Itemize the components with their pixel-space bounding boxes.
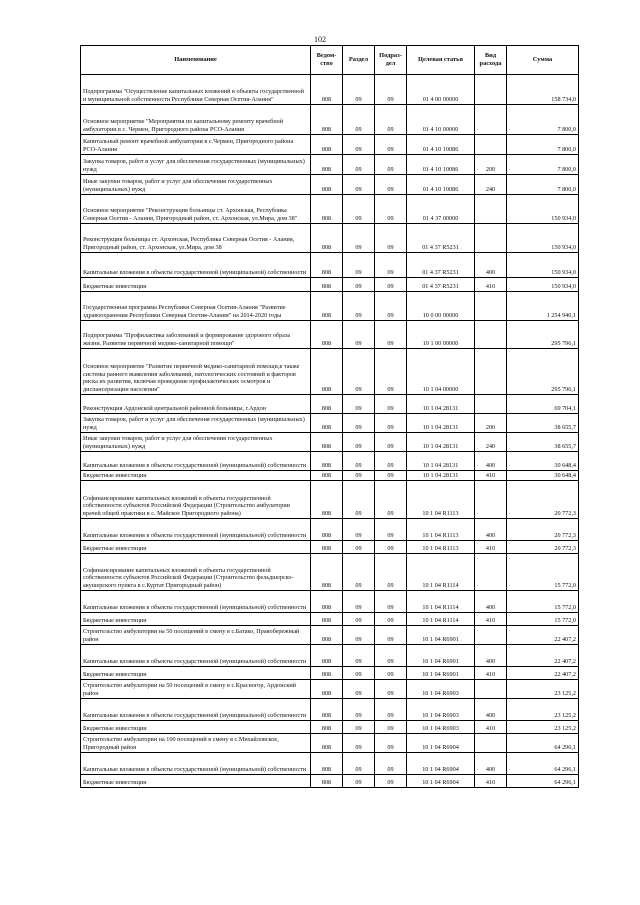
cell-name: Закупка товаров, работ и услуг для обеспечения государственных (муниципальных) нужд — [81, 155, 311, 175]
cell-razdel: 09 — [343, 433, 375, 452]
cell-name: Бюджетные инвестиции — [81, 471, 311, 481]
cell-target: 10 1 04 R6904 — [407, 775, 475, 788]
cell-target: 01 4 37 00000 — [407, 195, 475, 224]
cell-target: 10 1 04 28131 — [407, 433, 475, 452]
cell-vedomstvo: 808 — [311, 667, 343, 680]
cell-vid: 410 — [475, 667, 507, 680]
cell-podrazdel: 09 — [375, 541, 407, 554]
cell-sum: 7 800,0 — [507, 105, 579, 135]
cell-sum: 64 296,1 — [507, 734, 579, 753]
table-row — [81, 195, 579, 224]
cell-vedomstvo: 808 — [311, 321, 343, 349]
cell-razdel: 09 — [343, 753, 375, 775]
header-vid: Вид расхода — [475, 46, 507, 75]
cell-vid: 240 — [475, 433, 507, 452]
cell-name: Капитальные вложения в объекты государственной (муниципальной) собственности — [81, 753, 311, 775]
cell-vedomstvo: 808 — [311, 224, 343, 253]
cell-vid: 400 — [475, 645, 507, 667]
cell-razdel: 09 — [343, 155, 375, 175]
cell-target: 10 1 04 R1113 — [407, 481, 475, 519]
cell-vid: 410 — [475, 775, 507, 788]
cell-sum: 38 655,7 — [507, 414, 579, 433]
cell-vid — [475, 349, 507, 395]
cell-razdel: 09 — [343, 175, 375, 195]
cell-vedomstvo: 808 — [311, 105, 343, 135]
cell-vid: 400 — [475, 253, 507, 278]
cell-podrazdel: 09 — [375, 471, 407, 481]
cell-razdel: 09 — [343, 135, 375, 155]
cell-podrazdel: 09 — [375, 452, 407, 471]
table-row — [81, 680, 579, 699]
cell-sum: 15 772,0 — [507, 554, 579, 591]
table-row — [81, 699, 579, 721]
cell-sum: 22 407,2 — [507, 626, 579, 645]
cell-podrazdel: 09 — [375, 155, 407, 175]
table-row — [81, 554, 579, 591]
table-row — [81, 433, 579, 452]
cell-vedomstvo: 808 — [311, 481, 343, 519]
table-row — [81, 175, 579, 195]
cell-name: Бюджетные инвестиции — [81, 613, 311, 626]
cell-razdel: 09 — [343, 645, 375, 667]
cell-vedomstvo: 808 — [311, 680, 343, 699]
cell-vid: 400 — [475, 699, 507, 721]
cell-vedomstvo: 808 — [311, 452, 343, 471]
cell-podrazdel: 09 — [375, 292, 407, 321]
cell-podrazdel: 09 — [375, 680, 407, 699]
header-sum: Сумма — [507, 46, 579, 75]
table-row — [81, 645, 579, 667]
cell-vid — [475, 75, 507, 105]
cell-target: 10 1 00 00000 — [407, 321, 475, 349]
cell-name: Софинансирование капитальных вложений в объекты государственной собственности субъектов Российской Федерации (Строительство амбулатории врачей общей практики в с. Майское Пригородного района) — [81, 481, 311, 519]
cell-target: 10 1 04 R6901 — [407, 667, 475, 680]
cell-name: Софинансирование капитальных вложений в объекты государственной собственности субъектов Российской Федерации (Строительство фельдшерско-акушерского пункта в с.Куртат Пригородный район) — [81, 554, 311, 591]
header-podrazdel: Подраз-дел — [375, 46, 407, 75]
cell-vedomstvo: 808 — [311, 433, 343, 452]
cell-vid — [475, 195, 507, 224]
cell-podrazdel: 09 — [375, 278, 407, 292]
cell-vid — [475, 321, 507, 349]
cell-razdel: 09 — [343, 541, 375, 554]
cell-sum: 1 254 940,1 — [507, 292, 579, 321]
table-row — [81, 155, 579, 175]
table-row — [81, 135, 579, 155]
cell-target: 10 1 04 R1114 — [407, 591, 475, 613]
cell-sum: 158 734,0 — [507, 75, 579, 105]
cell-razdel: 09 — [343, 253, 375, 278]
cell-vid: 200 — [475, 414, 507, 433]
cell-vid: 410 — [475, 613, 507, 626]
cell-vid — [475, 481, 507, 519]
cell-target: 01 4 37 R5231 — [407, 253, 475, 278]
cell-vid: 400 — [475, 519, 507, 541]
cell-razdel: 09 — [343, 471, 375, 481]
cell-name: Подпрограмма "Профилактика заболеваний и формирование здорового образа жизни. Развитие первичной медико-санитарной помощи" — [81, 321, 311, 349]
cell-target: 10 1 04 28131 — [407, 395, 475, 414]
cell-target: 10 1 04 28131 — [407, 414, 475, 433]
cell-target: 10 1 04 R1113 — [407, 519, 475, 541]
cell-sum: 23 125,2 — [507, 721, 579, 734]
cell-sum: 15 772,0 — [507, 591, 579, 613]
cell-vedomstvo: 808 — [311, 471, 343, 481]
cell-podrazdel: 09 — [375, 734, 407, 753]
cell-name: Капитальные вложения в объекты государственной (муниципальной) собственности — [81, 519, 311, 541]
cell-target: 01 4 37 R5231 — [407, 224, 475, 253]
table-row — [81, 349, 579, 395]
cell-target: 01 4 10 10086 — [407, 175, 475, 195]
cell-name: Основное мероприятие "Развитие первичной медико-санитарной помощи,в также системы раннего выявления заболеваний, патологических состояний и факторов риска их развития, включая проведение профилактических осмотров и диспансеризации населения" — [81, 349, 311, 395]
cell-razdel: 09 — [343, 734, 375, 753]
cell-name: Бюджетные инвестиции — [81, 667, 311, 680]
table-row — [81, 395, 579, 414]
table-row — [81, 667, 579, 680]
cell-vedomstvo: 808 — [311, 645, 343, 667]
cell-sum: 22 407,2 — [507, 645, 579, 667]
header-razdel: Раздел — [343, 46, 375, 75]
page-number: 102 — [314, 35, 326, 44]
cell-podrazdel: 09 — [375, 135, 407, 155]
cell-vedomstvo: 808 — [311, 155, 343, 175]
cell-razdel: 09 — [343, 680, 375, 699]
cell-name: Иные закупки товаров, работ и услуг для обеспечения государственных (муниципальных) нужд — [81, 175, 311, 195]
cell-name: Капитальный ремонт врачебной амбулатории в с.Чермен, Пригородного района РСО-Алания — [81, 135, 311, 155]
cell-podrazdel: 09 — [375, 433, 407, 452]
cell-razdel: 09 — [343, 721, 375, 734]
cell-vedomstvo: 808 — [311, 519, 343, 541]
cell-target: 10 0 00 00000 — [407, 292, 475, 321]
cell-sum: 20 772,3 — [507, 519, 579, 541]
cell-name: Бюджетные инвестиции — [81, 541, 311, 554]
cell-vedomstvo: 808 — [311, 135, 343, 155]
cell-vid — [475, 626, 507, 645]
cell-sum: 150 934,0 — [507, 253, 579, 278]
cell-target: 10 1 04 R1114 — [407, 554, 475, 591]
cell-razdel: 09 — [343, 292, 375, 321]
cell-sum: 7 800,0 — [507, 155, 579, 175]
cell-razdel: 09 — [343, 626, 375, 645]
cell-razdel: 09 — [343, 349, 375, 395]
cell-razdel: 09 — [343, 481, 375, 519]
cell-vedomstvo: 808 — [311, 775, 343, 788]
cell-sum: 295 796,1 — [507, 321, 579, 349]
cell-target: 10 1 04 R6903 — [407, 721, 475, 734]
budget-table — [80, 45, 579, 788]
cell-target: 01 4 37 R5231 — [407, 278, 475, 292]
table-row — [81, 753, 579, 775]
cell-vid — [475, 734, 507, 753]
cell-vedomstvo: 808 — [311, 253, 343, 278]
cell-sum: 69 704,1 — [507, 395, 579, 414]
table-row — [81, 721, 579, 734]
cell-vid: 200 — [475, 155, 507, 175]
cell-name: Капитальные вложения в объекты государственной (муниципальной) собственности — [81, 452, 311, 471]
cell-sum: 7 800,0 — [507, 175, 579, 195]
cell-vid: 400 — [475, 591, 507, 613]
table-row — [81, 541, 579, 554]
cell-vid: 410 — [475, 471, 507, 481]
cell-vedomstvo: 808 — [311, 175, 343, 195]
cell-podrazdel: 09 — [375, 253, 407, 278]
cell-vedomstvo: 808 — [311, 292, 343, 321]
cell-name: Реконструкция Ардонской центральной районной больницы, г.Ардон — [81, 395, 311, 414]
cell-name: Строительство амбулатории на 50 посещений в смену в с.Красногор, Ардонский район — [81, 680, 311, 699]
header-vedomstvo: Ведом-ство — [311, 46, 343, 75]
cell-sum: 23 125,2 — [507, 680, 579, 699]
cell-vedomstvo: 808 — [311, 613, 343, 626]
table-row — [81, 224, 579, 253]
table-row — [81, 481, 579, 519]
table-row — [81, 734, 579, 753]
cell-name: Основное мероприятие "Мероприятия по капитальному ремонту врачебной амбулатории в с. Чермен, Пригородного района РСО-Алания — [81, 105, 311, 135]
cell-sum: 64 296,1 — [507, 775, 579, 788]
cell-podrazdel: 09 — [375, 321, 407, 349]
cell-vedomstvo: 808 — [311, 541, 343, 554]
cell-podrazdel: 09 — [375, 224, 407, 253]
table-row — [81, 775, 579, 788]
cell-name: Капитальные вложения в объекты государственной (муниципальной) собственности — [81, 253, 311, 278]
cell-sum: 22 407,2 — [507, 667, 579, 680]
cell-target: 10 1 04 R1114 — [407, 613, 475, 626]
cell-name: Бюджетные инвестиции — [81, 721, 311, 734]
cell-vedomstvo: 808 — [311, 626, 343, 645]
table-row — [81, 519, 579, 541]
cell-razdel: 09 — [343, 75, 375, 105]
cell-name: Бюджетные инвестиции — [81, 775, 311, 788]
cell-podrazdel: 09 — [375, 349, 407, 395]
cell-razdel: 09 — [343, 195, 375, 224]
table-row — [81, 292, 579, 321]
cell-podrazdel: 09 — [375, 395, 407, 414]
cell-podrazdel: 09 — [375, 775, 407, 788]
table-row — [81, 613, 579, 626]
cell-name: Закупка товаров, работ и услуг для обеспечения государственных (муниципальных) нужд — [81, 414, 311, 433]
cell-sum: 295 796,1 — [507, 349, 579, 395]
cell-name: Капитальные вложения в объекты государственной (муниципальной) собственности — [81, 699, 311, 721]
cell-razdel: 09 — [343, 591, 375, 613]
cell-name: Реконструкция больницы ст. Архонская, Республика Северная Осетия - Алания, Пригородный район, ст. Архонская, ул.Мира, дом 38 — [81, 224, 311, 253]
cell-podrazdel: 09 — [375, 699, 407, 721]
cell-razdel: 09 — [343, 278, 375, 292]
cell-target: 10 1 04 R6903 — [407, 699, 475, 721]
cell-sum: 23 125,2 — [507, 699, 579, 721]
cell-name: Строительство амбулатории на 100 посещений в смену в с.Михайловское, Пригородный район — [81, 734, 311, 753]
cell-vedomstvo: 808 — [311, 734, 343, 753]
cell-razdel: 09 — [343, 667, 375, 680]
cell-vid: 410 — [475, 278, 507, 292]
cell-vedomstvo: 808 — [311, 699, 343, 721]
table-row — [81, 452, 579, 471]
cell-target: 10 1 04 28131 — [407, 452, 475, 471]
cell-target: 10 1 04 R1113 — [407, 541, 475, 554]
cell-podrazdel: 09 — [375, 75, 407, 105]
cell-sum: 64 296,1 — [507, 753, 579, 775]
table-row — [81, 626, 579, 645]
table-row — [81, 278, 579, 292]
cell-sum: 7 800,0 — [507, 135, 579, 155]
cell-name: Бюджетные инвестиции — [81, 278, 311, 292]
cell-vid — [475, 105, 507, 135]
cell-target: 10 1 04 28131 — [407, 471, 475, 481]
cell-name: Иные закупки товаров, работ и услуг для обеспечения государственных (муниципальных) нужд — [81, 433, 311, 452]
cell-vedomstvo: 808 — [311, 414, 343, 433]
cell-podrazdel: 09 — [375, 626, 407, 645]
table-row — [81, 321, 579, 349]
cell-vedomstvo: 808 — [311, 554, 343, 591]
cell-razdel: 09 — [343, 613, 375, 626]
cell-razdel: 09 — [343, 224, 375, 253]
cell-vedomstvo: 808 — [311, 195, 343, 224]
cell-podrazdel: 09 — [375, 519, 407, 541]
cell-podrazdel: 09 — [375, 721, 407, 734]
header-name: Наименование — [81, 46, 311, 75]
cell-vedomstvo: 808 — [311, 721, 343, 734]
cell-razdel: 09 — [343, 321, 375, 349]
cell-sum: 30 648,4 — [507, 471, 579, 481]
cell-razdel: 09 — [343, 519, 375, 541]
cell-vid: 410 — [475, 721, 507, 734]
cell-name: Капитальные вложения в объекты государственной (муниципальной) собственности — [81, 591, 311, 613]
cell-name: Основное мероприятие "Реконструкция больницы ст. Архонская, Республика Северная Осетия - Алания, Пригородный район, ст. Архонская, ул.Мира, дом 38" — [81, 195, 311, 224]
cell-podrazdel: 09 — [375, 753, 407, 775]
cell-razdel: 09 — [343, 414, 375, 433]
cell-podrazdel: 09 — [375, 414, 407, 433]
cell-vedomstvo: 808 — [311, 591, 343, 613]
cell-target: 10 1 04 R6904 — [407, 753, 475, 775]
cell-sum: 30 648,4 — [507, 452, 579, 471]
cell-name: Строительство амбулатории на 50 посещений в смену в с.Батако, Правобережный район — [81, 626, 311, 645]
cell-podrazdel: 09 — [375, 105, 407, 135]
cell-vedomstvo: 808 — [311, 753, 343, 775]
cell-vid — [475, 135, 507, 155]
cell-vid: 400 — [475, 753, 507, 775]
cell-sum: 150 934,0 — [507, 278, 579, 292]
cell-target: 10 1 04 R6903 — [407, 680, 475, 699]
cell-podrazdel: 09 — [375, 175, 407, 195]
cell-target: 01 4 10 10086 — [407, 135, 475, 155]
cell-target: 01 4 00 00000 — [407, 75, 475, 105]
cell-vid: 410 — [475, 541, 507, 554]
header-target: Целевая статья — [407, 46, 475, 75]
header-row — [81, 46, 579, 75]
cell-vid — [475, 224, 507, 253]
cell-razdel: 09 — [343, 554, 375, 591]
cell-vid — [475, 680, 507, 699]
cell-razdel: 09 — [343, 775, 375, 788]
cell-sum: 150 934,0 — [507, 195, 579, 224]
cell-name: Подпрограмма "Осуществление капитальных вложений в объекты государственной и муниципальной собственности Республики Северная Осетия-Алания" — [81, 75, 311, 105]
cell-podrazdel: 09 — [375, 591, 407, 613]
cell-vedomstvo: 808 — [311, 75, 343, 105]
cell-sum: 20 772,3 — [507, 481, 579, 519]
cell-podrazdel: 09 — [375, 554, 407, 591]
cell-vid — [475, 395, 507, 414]
table-row — [81, 591, 579, 613]
cell-target: 01 4 10 00000 — [407, 105, 475, 135]
cell-podrazdel: 09 — [375, 195, 407, 224]
cell-sum: 15 772,0 — [507, 613, 579, 626]
cell-name: Государственная программа Республики Северная Осетия-Алания "Развитие здравоохранения Республики Северная Осетия-Алания" на 2014-2020 годы — [81, 292, 311, 321]
cell-vedomstvo: 808 — [311, 349, 343, 395]
table-row — [81, 105, 579, 135]
cell-target: 01 4 10 10086 — [407, 155, 475, 175]
cell-podrazdel: 09 — [375, 645, 407, 667]
cell-target: 10 1 04 00000 — [407, 349, 475, 395]
cell-podrazdel: 09 — [375, 613, 407, 626]
cell-sum: 150 934,0 — [507, 224, 579, 253]
cell-vid: 240 — [475, 175, 507, 195]
cell-vid — [475, 292, 507, 321]
cell-target: 10 1 04 R6904 — [407, 734, 475, 753]
table-row — [81, 253, 579, 278]
table-row — [81, 471, 579, 481]
cell-razdel: 09 — [343, 105, 375, 135]
cell-vedomstvo: 808 — [311, 278, 343, 292]
table-row — [81, 75, 579, 105]
cell-razdel: 09 — [343, 395, 375, 414]
cell-sum: 20 772,3 — [507, 541, 579, 554]
cell-vid — [475, 554, 507, 591]
cell-razdel: 09 — [343, 699, 375, 721]
table-row — [81, 414, 579, 433]
cell-podrazdel: 09 — [375, 481, 407, 519]
cell-target: 10 1 04 R6901 — [407, 626, 475, 645]
cell-podrazdel: 09 — [375, 667, 407, 680]
cell-vid: 400 — [475, 452, 507, 471]
cell-sum: 38 655,7 — [507, 433, 579, 452]
cell-razdel: 09 — [343, 452, 375, 471]
cell-name: Капитальные вложения в объекты государственной (муниципальной) собственности — [81, 645, 311, 667]
cell-target: 10 1 04 R6901 — [407, 645, 475, 667]
cell-vedomstvo: 808 — [311, 395, 343, 414]
